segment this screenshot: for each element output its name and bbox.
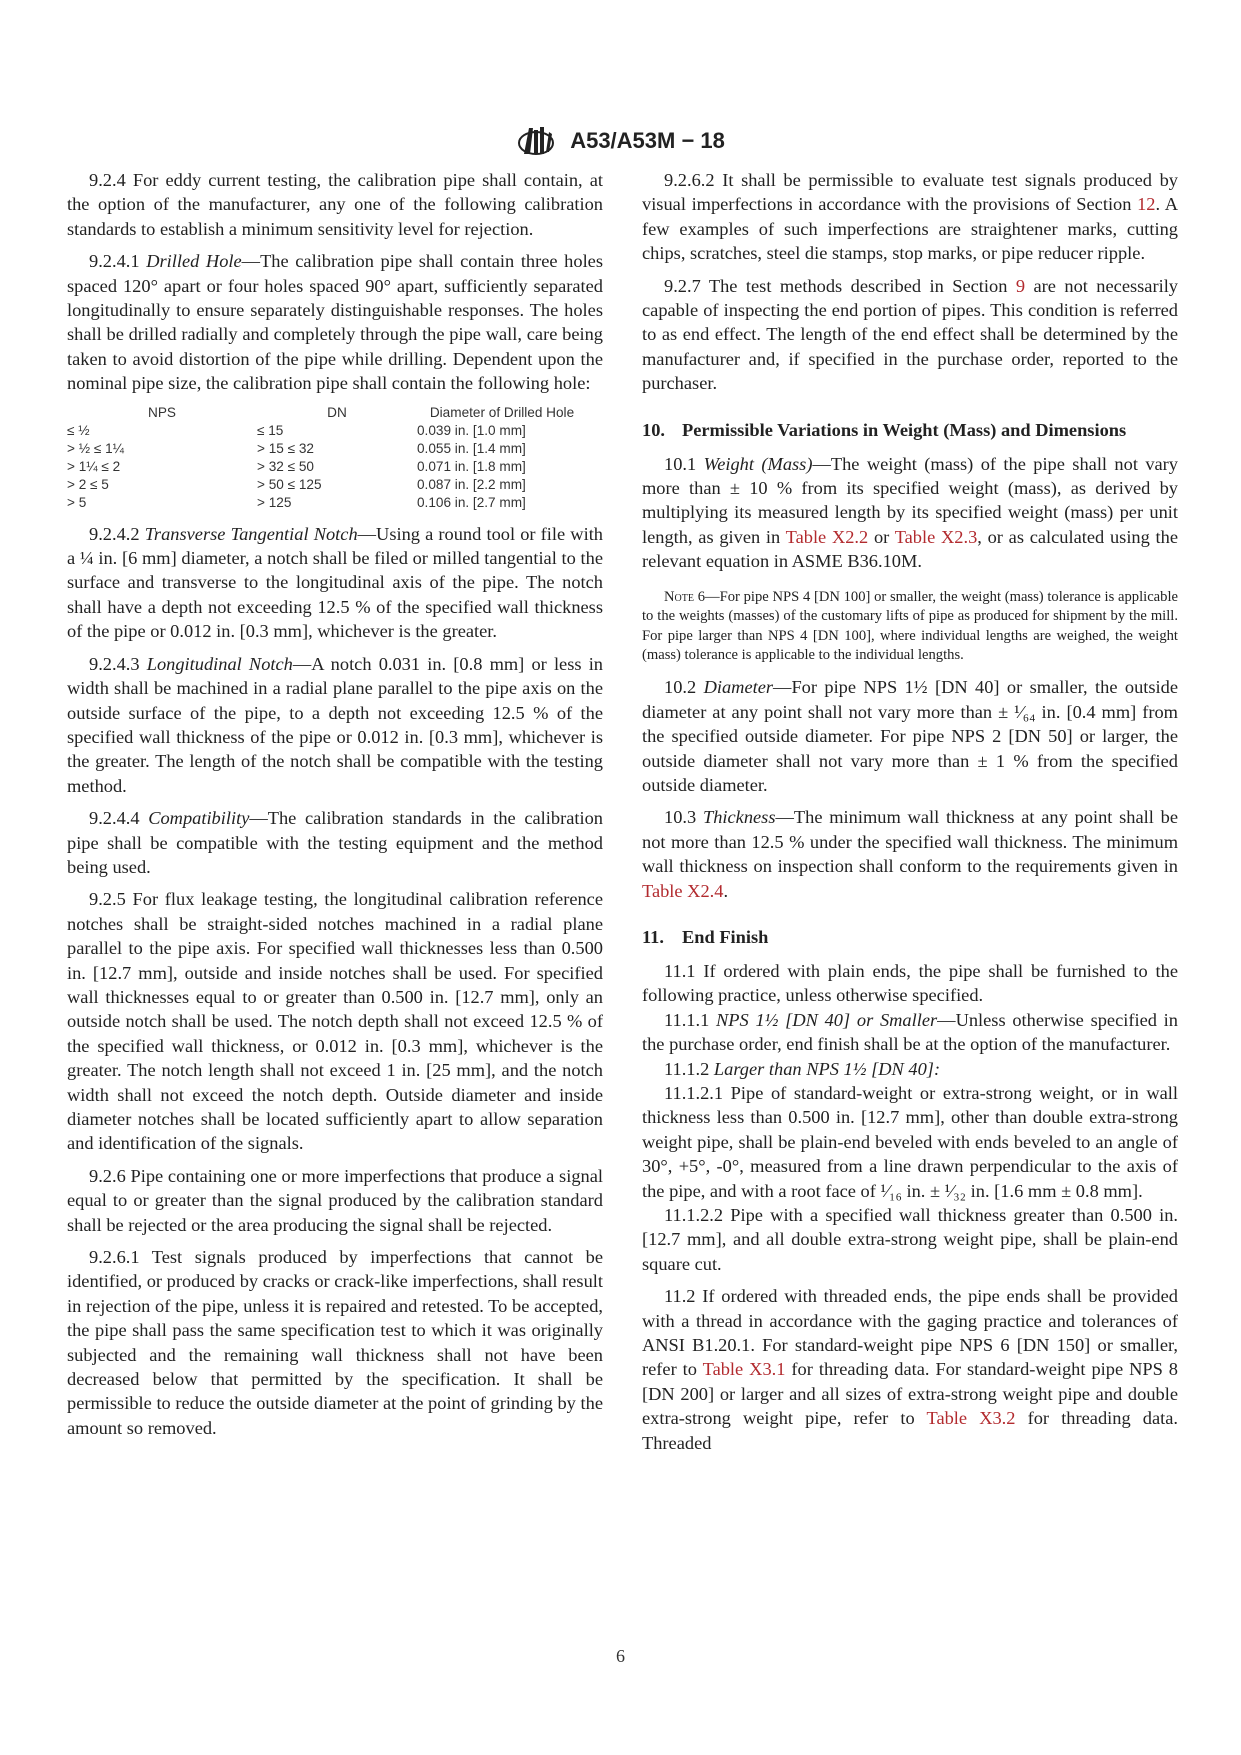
cell-nps: > ½ ≤ 1¼ [67, 440, 124, 456]
clause-title: Weight (Mass) [703, 453, 813, 474]
paragraph-9-2-4: 9.2.4 For eddy current testing, the calibration pipe shall contain, at the option of the manufacturer, any one of the following calibration standards to establish a minimum sensitivity level for rejection. [67, 170, 603, 239]
paragraph-10-1 [642, 452, 1178, 574]
header-dn: DN [327, 404, 347, 420]
right-column [642, 168, 1178, 1455]
paragraph-11-1-2 [642, 1057, 1178, 1081]
clause-text: or [868, 526, 895, 547]
paragraph-9-2-7 [642, 274, 1178, 396]
paragraph-9-2-4-4 [67, 806, 603, 879]
header-nps: NPS [148, 404, 176, 420]
clause-number: 9.2.4.1 [89, 251, 147, 272]
clause-text: . A few examples of such imperfections are straightener marks, cutting chips, scratches, steel die stamps, stop marks, or pipe reducer ripple. [642, 194, 1178, 264]
clause-title: Compatibility [148, 808, 250, 829]
clause-text: —The weight (mass) of the pipe shall not vary more than ± 10 % from its specified weight (mass), as derived by multiplying its measured length by its specified weight (mass) per unit length, as given in [642, 453, 1178, 547]
table-row [67, 494, 587, 512]
section-number: 10. [642, 419, 665, 440]
cell-dn: > 125 [257, 494, 292, 510]
paragraph-11-1-1 [642, 1008, 1178, 1057]
clause-text: are not necessarily capable of inspecting the end portion of pipes. This condition is referred to as end effect. The length of the end effect shall be determined by the manufacturer and, if specified in the purchase order, reported to the purchaser. [642, 275, 1179, 394]
paragraph-9-2-5: 9.2.5 For flux leakage testing, the longitudinal calibration reference notches shall be straight-sided notches machined in a radial plane parallel to the pipe axis. For specified wall thicknesses less than 0.500 in. [12.7 mm], outside and inside notches shall be used. For specified wall thicknesses equal to or greater than 0.500 in. [12.7 mm], only an outside notch shall be used. The notch depth shall not exceed 12.5 % of the specified wall thickness, or 0.012 in. [0.3 mm], whichever is the greater. The notch length shall not exceed 1 in. [25 mm], and the notch width shall not exceed the notch depth. Outside diameter and inside diameter notches shall be located sufficiently apart to allow separation and identification of the signals. [67, 889, 603, 1154]
clause-text: —Unless otherwise specified in the purchase order, end finish shall be at the option of the manufacturer. [642, 1009, 1178, 1055]
clause-text: , or as calculated using the relevant equation in ASME B36.10M. [642, 526, 1179, 572]
cell-diameter: 0.055 in. [1.4 mm] [417, 440, 526, 456]
cell-diameter: 0.071 in. [1.8 mm] [417, 458, 526, 474]
section-title: End Finish [682, 926, 769, 947]
paragraph-9-2-4-2 [67, 522, 603, 644]
clause-title: Larger than NPS 1½ [DN 40]: [713, 1058, 941, 1079]
section-title: Permissible Variations in Weight (Mass) and Dimensions [682, 419, 1127, 440]
note-6 [642, 588, 1178, 666]
clause-text: for threading data. Threaded [642, 1408, 1178, 1453]
clause-text: . [723, 880, 729, 901]
cell-nps: > 1¼ ≤ 2 [67, 458, 121, 474]
drilled-hole-table [67, 404, 587, 512]
clause-number: 9.2.4.4 [89, 808, 149, 829]
clause-text: —Using a round tool or file with a ¼ in. [6 mm] diameter, a notch shall be filed or milled tangential to the surface and transverse to the longitudinal axis of the pipe. The notch shall have a depth not exceeding 12.5 % of the specified wall thickness of the pipe or 0.012 in. [0.3 mm], whichever is the greater. [67, 523, 603, 642]
cell-nps: > 5 [67, 494, 87, 510]
note-label: Note 6 [664, 588, 705, 605]
clause-text: 9.2.7 The test methods described in Section [664, 275, 1016, 296]
cell-dn: > 32 ≤ 50 [257, 458, 314, 474]
clause-title: Drilled Hole [146, 251, 242, 272]
clause-text: —For pipe NPS 1½ [DN 40] or smaller, the outside diameter at any point shall not vary more than ± ¹⁄₆₄ in. [0.4 mm] from the specified outside diameter. For pipe NPS 2 [DN 50] or larger, the outside diameter shall not vary more than ± 1 % from the specified outside diameter. [642, 677, 1178, 795]
clause-number: 10.1 [664, 453, 704, 474]
table-header-row [67, 404, 587, 422]
clause-title: Diameter [703, 677, 774, 698]
cell-diameter: 0.087 in. [2.2 mm] [417, 476, 526, 492]
cell-dn: > 15 ≤ 32 [257, 440, 314, 456]
table-row [67, 458, 587, 476]
clause-number: 10.2 [664, 677, 704, 698]
clause-text: 11.2 If ordered with threaded ends, the pipe ends shall be provided with a thread in accordance with the gaging practice and tolerances of ANSI B1.20.1. For standard-weight pipe NPS 6 [DN 150] or smaller, refer to [642, 1286, 1178, 1380]
clause-text: 9.2.6.2 It shall be permissible to evaluate test signals produced by visual imperfections in accordance with the provisions of Section [642, 170, 1178, 215]
section-heading-11 [642, 925, 1178, 949]
paragraph-9-2-6-1: 9.2.6.1 Test signals produced by imperfections that cannot be identified, or produced by cracks or crack-like imperfections, shall result in rejection of the pipe, unless it is repaired and retested. To be accepted, the pipe shall pass the same specification test to which it was originally subjected and the remaining wall thickness shall not have been decreased below that permitted by the specification. It shall be permissible to reduce the outside diameter at the point of grinding by the amount so removed. [67, 1247, 603, 1438]
cell-diameter: 0.106 in. [2.7 mm] [417, 494, 526, 510]
clause-number: 10.3 [664, 807, 703, 828]
paragraph-11-1: 11.1 If ordered with plain ends, the pipe shall be furnished to the following practice, unless otherwise specified. [642, 960, 1178, 1006]
table-row [67, 476, 587, 494]
table-x3-2-link[interactable]: Table X3.2 [926, 1408, 1016, 1429]
table-row [67, 440, 587, 458]
table-x2-3-link[interactable]: Table X2.3 [894, 526, 978, 547]
paragraph-11-1-2-2: 11.1.2.2 Pipe with a specified wall thickness greater than 0.500 in. [12.7 mm], and all double extra-strong weight pipe, shall be plain-end square cut. [642, 1205, 1178, 1274]
header-diameter: Diameter of Drilled Hole [429, 404, 575, 420]
clause-text: —The calibration pipe shall contain three holes spaced 120° apart or four holes spaced 90° apart, sufficiently separated longitudinally to ensure separately distinguishable responses. The holes shall be drilled radially and completely through the pipe wall, care being taken to avoid distortion of the pipe while drilling. Dependent upon the nominal pipe size, the calibration pipe shall contain the following hole: [67, 251, 604, 394]
paragraph-9-2-6-2 [642, 168, 1178, 266]
paragraph-10-2 [642, 675, 1178, 797]
clause-title: Transverse Tangential Notch [144, 523, 358, 544]
paragraph-9-2-4-3 [67, 652, 603, 798]
clause-text: —A notch 0.031 in. [0.8 mm] or less in width shall be machined in a radial plane parallel to the pipe axis on the outside surface of the pipe, to a depth not exceeding 12.5 % of the specified wall thickness of the pipe or 0.012 in. [0.3 mm], whichever is the greater. The length of the notch shall be compatible with the testing method. [67, 653, 603, 796]
page-header [0, 124, 1241, 158]
section-12-link[interactable]: 12 [1137, 194, 1156, 215]
clause-text: for threading data. For standard-weight pipe NPS 8 [DN 200] or larger and all sizes of extra-strong weight pipe and double extra-strong weight pipe, refer to [642, 1359, 1178, 1429]
section-9-link[interactable]: 9 [1015, 275, 1026, 296]
paragraph-11-1-2-1: 11.1.2.1 Pipe of standard-weight or extra-strong weight, or in wall thickness less than 0.500 in. [12.7 mm], other than double extra-strong weight pipe, shall be plain-end beveled with ends beveled to an angle of 30°, +5°, -0°, measured from a line drawn perpendicular to the axis of the pipe, and with a root face of ¹⁄₁₆ in. ± ¹⁄₃₂ in. [1.6 mm ± 0.8 mm]. [642, 1083, 1178, 1201]
paragraph-10-3 [642, 805, 1178, 903]
table-x3-1-link[interactable]: Table X3.1 [702, 1359, 786, 1380]
table-x2-2-link[interactable]: Table X2.2 [785, 526, 869, 547]
cell-dn: > 50 ≤ 125 [257, 476, 322, 492]
cell-nps: ≤ ½ [67, 422, 90, 438]
page-number: 6 [616, 1646, 625, 1666]
paragraph-11-2 [642, 1284, 1178, 1455]
clause-number: 9.2.4.2 [89, 523, 145, 544]
paragraph-9-2-6: 9.2.6 Pipe containing one or more imperfections that produce a signal equal to or greater than the signal produced by the calibration standard shall be rejected or the area producing the signal shall be rejected. [67, 1165, 603, 1235]
document-title: A53/A53M − 18 [570, 128, 725, 153]
note-text: —For pipe NPS 4 [DN 100] or smaller, the weight (mass) tolerance is applicable to the weights (masses) of the customary lifts of pipe as produced for shipment by the mill. For pipe larger than NPS 4 [DN 100], where individual lengths are weighed, the weight (mass) tolerance is applicable to the individual lengths. [642, 588, 1178, 663]
left-column [67, 168, 603, 1440]
table-row [67, 422, 587, 440]
astm-logo-icon [516, 124, 556, 158]
section-number: 11. [642, 926, 664, 947]
clause-number: 11.1.1 [664, 1009, 717, 1030]
clause-title: Longitudinal Notch [146, 653, 293, 674]
cell-nps: > 2 ≤ 5 [67, 476, 109, 492]
cell-dn: ≤ 15 [257, 422, 284, 438]
clause-number: 9.2.4.3 [89, 653, 147, 674]
clause-title: Thickness [702, 807, 776, 828]
section-heading-10 [642, 418, 1178, 442]
clause-text: —The minimum wall thickness at any point shall be not more than 12.5 % under the specified wall thickness. The minimum wall thickness on inspection shall conform to the requirements given in [642, 807, 1179, 877]
cell-diameter: 0.039 in. [1.0 mm] [417, 422, 526, 438]
clause-number: 11.1.2 [664, 1058, 714, 1079]
clause-text: —The calibration standards in the calibration pipe shall be compatible with the testing equipment and the method being used. [67, 808, 603, 877]
clause-title: NPS 1½ [DN 40] or Smaller [716, 1009, 938, 1030]
table-x2-4-link[interactable]: Table X2.4 [642, 880, 724, 901]
paragraph-9-2-4-1 [67, 249, 603, 395]
